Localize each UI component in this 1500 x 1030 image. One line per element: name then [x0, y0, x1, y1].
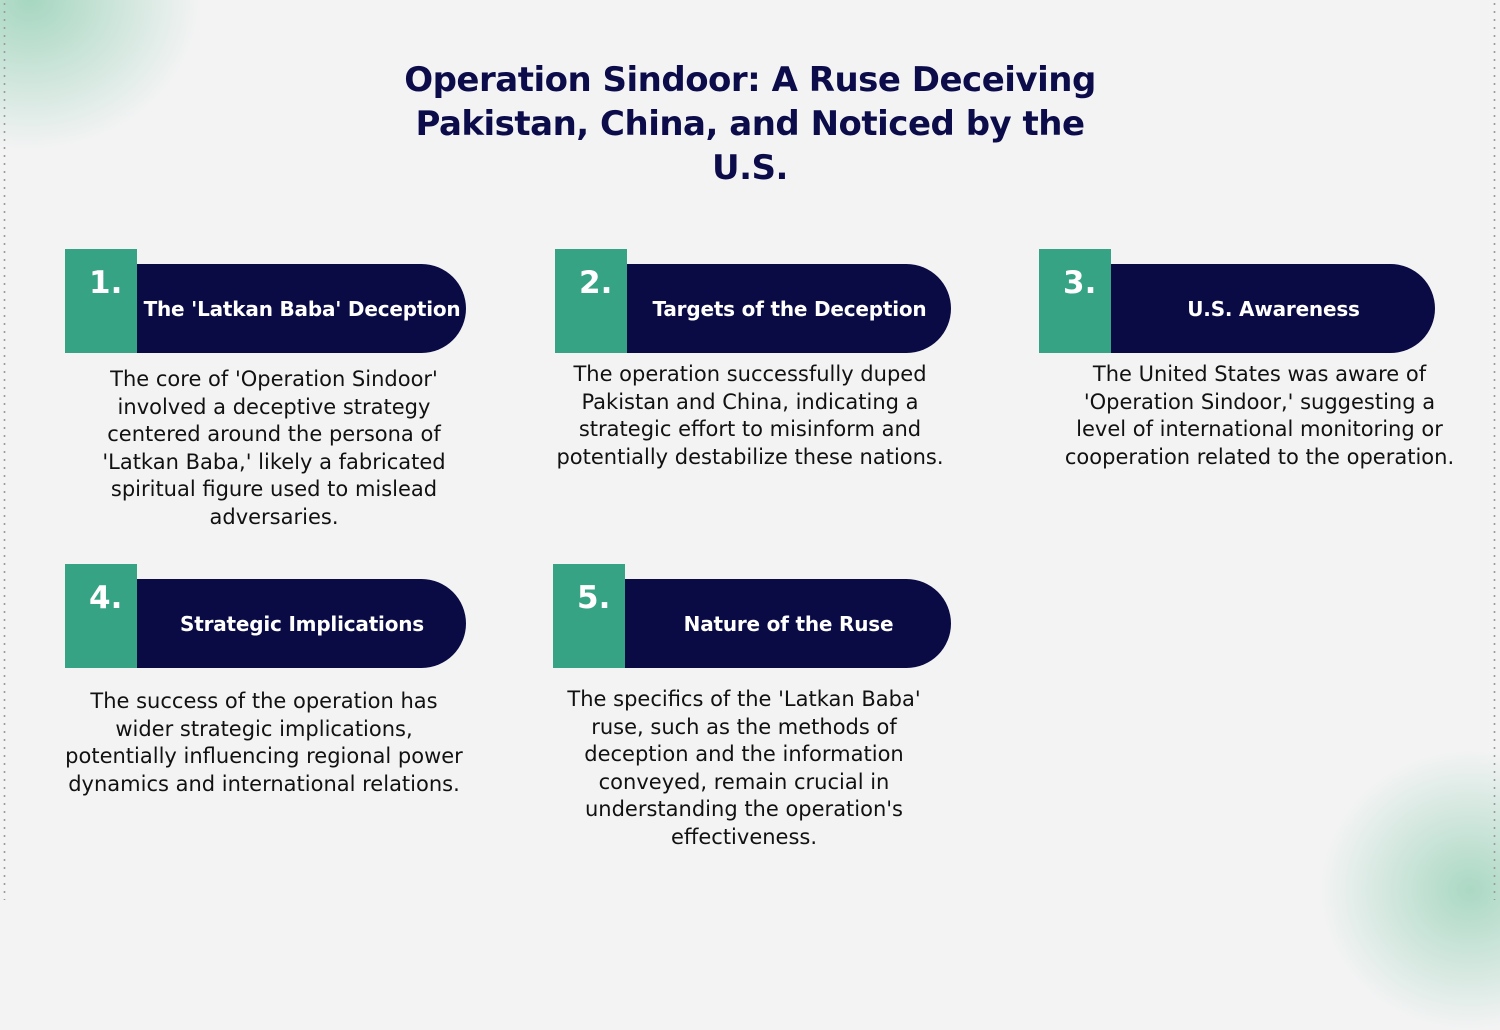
item-heading: The 'Latkan Baba' Deception [143, 296, 461, 321]
page-title: Operation Sindoor: A Ruse Deceiving Pakistan, China, and Noticed by the U.S. [404, 60, 1096, 188]
item-heading-bar [1102, 264, 1435, 353]
item-description: The United States was aware of 'Operation Sindoor,' suggesting a level of international monitoring or cooperation related to the operation. [1064, 362, 1455, 469]
corner-glow-top-left [0, 0, 200, 150]
dotted-border-right [1493, 0, 1496, 900]
item-number-badge: 1. [65, 249, 137, 353]
item-number-badge: 2. [555, 249, 627, 353]
item-heading: Targets of the Deception [652, 296, 927, 321]
item-heading-bar [616, 579, 951, 668]
item-heading: Nature of the Ruse [683, 611, 894, 636]
item-heading-bar [128, 264, 466, 353]
item-number-badge: 4. [65, 564, 137, 668]
item-number-badge: 5. [553, 564, 625, 668]
item-heading-bar [618, 264, 951, 353]
item-description: The success of the operation has wider strategic implications, potentially influencing regional power dynamics and international relations. [65, 689, 463, 796]
dotted-border-left [3, 0, 6, 900]
corner-glow-bottom-right [1320, 750, 1500, 1030]
item-heading: U.S. Awareness [1187, 296, 1360, 321]
item-number-badge: 3. [1039, 249, 1111, 353]
item-description: The operation successfully duped Pakistan and China, indicating a strategic effort to misinform and potentially destabilize these nations. [556, 362, 944, 469]
item-heading: Strategic Implications [180, 611, 424, 636]
item-heading-bar [128, 579, 466, 668]
item-description: The core of 'Operation Sindoor' involved a deceptive strategy centered around the persona of 'Latkan Baba,' likely a fabricated spiritual figure used to mislead adversaries. [102, 367, 446, 529]
item-description: The specifics of the 'Latkan Baba' ruse, such as the methods of deception and the information conveyed, remain crucial in understanding the operation's effectiveness. [567, 687, 921, 849]
